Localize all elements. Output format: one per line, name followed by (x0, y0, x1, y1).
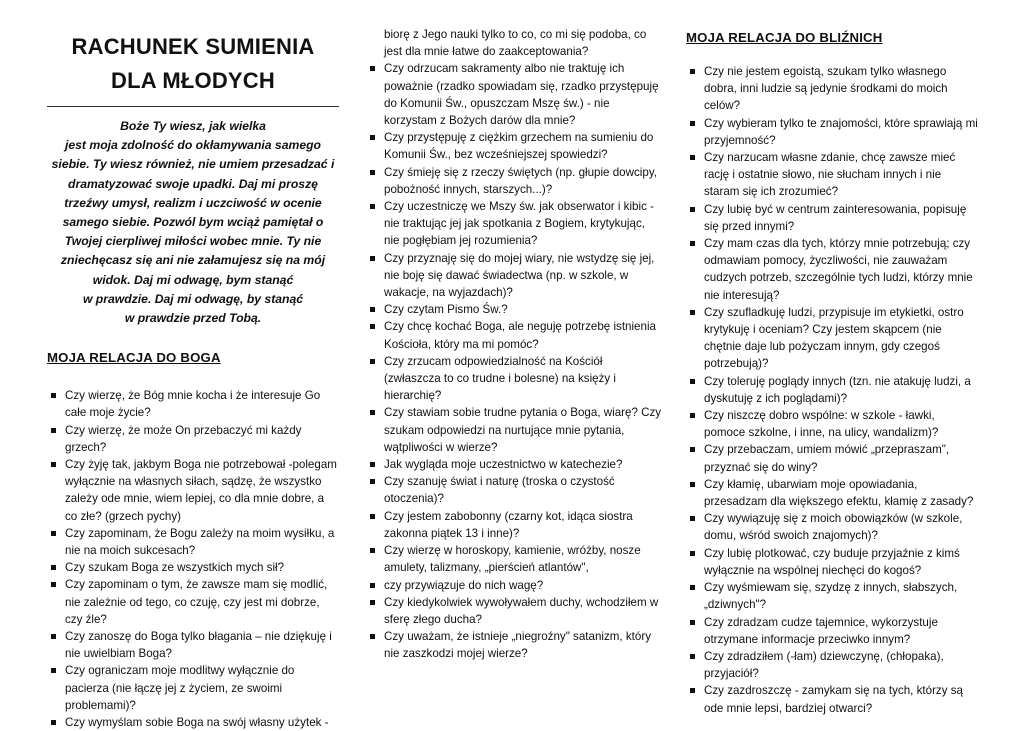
list-item: Czy wierzę, że Bóg mnie kocha i że interesuje Go całe moje życie? (47, 387, 339, 421)
prayer-line: w prawdzie przed Tobą. (124, 311, 262, 326)
list-item: Czy wierzę, że może On przebaczyć mi każdy grzech? (47, 422, 339, 456)
opening-prayer (47, 117, 339, 328)
list-item: Czy zdradzam cudze tajemnice, wykorzystuje otrzymane informacje przeciwko innym? (686, 614, 978, 648)
list-item: Czy lubię plotkować, czy buduje przyjaźnie z kimś wyłącznie na wspólnej niechęci do kogoś? (686, 545, 978, 579)
list-item: czy przywiązuje do nich wagę? (366, 577, 662, 594)
title-line-1: RACHUNEK SUMIENIA (71, 34, 315, 59)
list-item: Czy kiedykolwiek wywoływałem duchy, wchodziłem w sferę złego ducha? (366, 594, 662, 628)
list-item: Czy niszczę dobro wspólne: w szkole - ławki, pomoce szkolne, i inne, na ulicy, wandalizm)? (686, 407, 978, 441)
prayer-line: w prawdzie. Daj mi odwagę, by stanąć (82, 291, 304, 306)
list-item: Czy zdradziłem (-łam) dziewczynę, (chłopaka), przyjaciół? (686, 648, 978, 682)
question-list-god-continued (366, 26, 662, 663)
list-item: Czy uczestniczę we Mszy św. jak obserwator i kibic - nie traktując jej jak spotkania z Bogiem, krytykując, nie pogłębiam jej rozumienia? (366, 198, 662, 250)
list-item: Czy zapominam o tym, że zawsze mam się modlić, nie zależnie od tego, co czuję, czy jest mi dobrze, czy źle? (47, 576, 339, 628)
prayer-line: trzeźwy umysł, realizm i uczciwość w ocenie (64, 195, 322, 210)
list-item: Czy jestem zabobonny (czarny kot, idąca siostra zakonna piątek 13 i inne)? (366, 508, 662, 542)
prayer-line: jest moja zdolność do okłamywania samego (64, 138, 321, 153)
prayer-line: Boże Ty wiesz, jak wielka (120, 119, 266, 133)
title-line-2: DLA MŁODYCH (111, 68, 275, 93)
list-item: Czy wierzę w horoskopy, kamienie, wróżby, nosze amulety, talizmany, „pierścień atlantów", (366, 542, 662, 576)
list-item: Czy śmieję się z rzeczy świętych (np. głupie dowcipy, pobożność innych, starszych...)? (366, 164, 662, 198)
list-item: Czy żyję tak, jakbym Boga nie potrzebował -polegam wyłącznie na własnych siłach, sądzę, że wszystko zależy ode mnie, wiem lepiej, co dla mnie dobre, a co złe? (grzech pychy) (47, 456, 339, 525)
column-left (47, 30, 339, 731)
list-item: Czy wywiązuję się z moich obowiązków (w szkole, domu, wśród swoich znajomych)? (686, 510, 978, 544)
list-item: Czy wyśmiewam się, szydzę z innych, słabszych, „dziwnych"? (686, 579, 978, 613)
list-item: Czy przystępuję z ciężkim grzechem na sumieniu do Komunii Św., bez wcześniejszej spowiedzi? (366, 129, 662, 163)
list-item: Czy ograniczam moje modlitwy wyłącznie do pacierza (nie łączę jej z życiem, ze swoimi problemami)? (47, 662, 339, 714)
list-item: Czy wybieram tylko te znajomości, które sprawiają mi przyjemność? (686, 115, 978, 149)
column-middle (366, 26, 662, 663)
list-item: Czy szanuję świat i naturę (troska o czystość otoczenia)? (366, 473, 662, 507)
list-item: Czy zapominam, że Bogu zależy na moim wysiłku, a nie na moich sukcesach? (47, 525, 339, 559)
prayer-line: dramatyzować swoje upadki. Daj mi proszę (68, 176, 318, 191)
question-list-neighbors (686, 63, 978, 717)
prayer-line: Twojej cierpliwej miłości wobec mnie. Ty nie (64, 234, 322, 249)
question-list-god (47, 387, 339, 731)
prayer-line: siebie. Ty wiesz również, nie umiem przesadzać i (51, 157, 335, 172)
list-item: Czy odrzucam sakramenty albo nie traktuję ich poważnie (rzadko spowiadam się, rzadko przystępuję do Komunii Św., opuszczam Mszę św.) - nie korzystam z Bożych darów dla mnie? (366, 60, 662, 129)
list-item-continuation: biorę z Jego nauki tylko to co, co mi się podoba, co jest dla mnie łatwe do zaakceptowania? (384, 28, 647, 59)
list-item: Czy przyznaję się do mojej wiary, nie wstydzę się jej, nie boję się dawać świadectwa (np. w szkole, w wakacje, na wyjazdach)? (366, 250, 662, 302)
section-title-god: MOJA RELACJA DO BOGA (47, 350, 221, 366)
document-title (47, 30, 339, 98)
list-item: Czy nie jestem egoistą, szukam tylko własnego dobra, inni ludzie są jedynie środkami do moich celów? (686, 63, 978, 115)
list-item: Czy zazdroszczę - zamykam się na tych, którzy są ode mnie lepsi, bardziej otwarci? (686, 682, 978, 716)
list-item: Czy kłamię, ubarwiam moje opowiadania, przesadzam dla większego efektu, kłamię z zasady? (686, 476, 978, 510)
list-item: Czy lubię być w centrum zainteresowania, popisuję się przed innymi? (686, 201, 978, 235)
section-title-neighbors: MOJA RELACJA DO BLIŹNICH (686, 30, 883, 45)
list-item: Czy wymyślam sobie Boga na swój własny użytek - (47, 714, 339, 731)
prayer-line: samego siebie. Pozwól bym wciąż pamiętał o (62, 215, 324, 230)
list-item: Czy mam czas dla tych, którzy mnie potrzebują; czy odmawiam pomocy, życzliwości, nie zauważam cudzych potrzeb, szczególnie tych ludzi, którzy mnie nie interesują? (686, 235, 978, 304)
list-item: Jak wygląda moje uczestnictwo w katechezie? (366, 456, 662, 473)
list-item: Czy przebaczam, umiem mówić „przepraszam", przyznać się do winy? (686, 441, 978, 475)
prayer-line: widok. Daj mi odwagę, bym stanąć (92, 272, 294, 287)
list-item: Czy zanoszę do Boga tylko błagania – nie dziękuję i nie uwielbiam Boga? (47, 628, 339, 662)
list-item: Czy uważam, że istnieje „niegroźny" satanizm, który nie zaszkodzi mojej wierze? (366, 628, 662, 662)
list-item: Czy toleruję poglądy innych (tzn. nie atakuję ludzi, a dyskutuję z ich poglądami)? (686, 373, 978, 407)
list-item: Czy narzucam własne zdanie, chcę zawsze mieć rację i ostatnie słowo, nie słucham innych i nie staram się ich zrozumieć? (686, 149, 978, 201)
list-item: Czy stawiam sobie trudne pytania o Boga, wiarę? Czy szukam odpowiedzi na nurtujące mnie pytania, wątpliwości w wierze? (366, 404, 662, 456)
title-divider (47, 106, 339, 107)
prayer-line: zniechęcasz się ani nie załamujesz się na mój (60, 253, 326, 268)
list-item: Czy szufladkuję ludzi, przypisuje im etykietki, ostro krytykuję i oceniam? Czy jestem skąpcem (nie chętnie daje lub pożyczam innym, gdy czegoś potrzebują)? (686, 304, 978, 373)
list-item: Czy chcę kochać Boga, ale neguję potrzebę istnienia Kościoła, który ma mi pomóc? (366, 318, 662, 352)
list-item: Czy czytam Pismo Św.? (366, 301, 662, 318)
list-item: Czy zrzucam odpowiedzialność na Kościół (zwłaszcza to co trudne i bolesne) na księży i hierarchię? (366, 353, 662, 405)
column-right (686, 30, 978, 717)
list-item: Czy szukam Boga ze wszystkich mych sił? (47, 559, 339, 576)
